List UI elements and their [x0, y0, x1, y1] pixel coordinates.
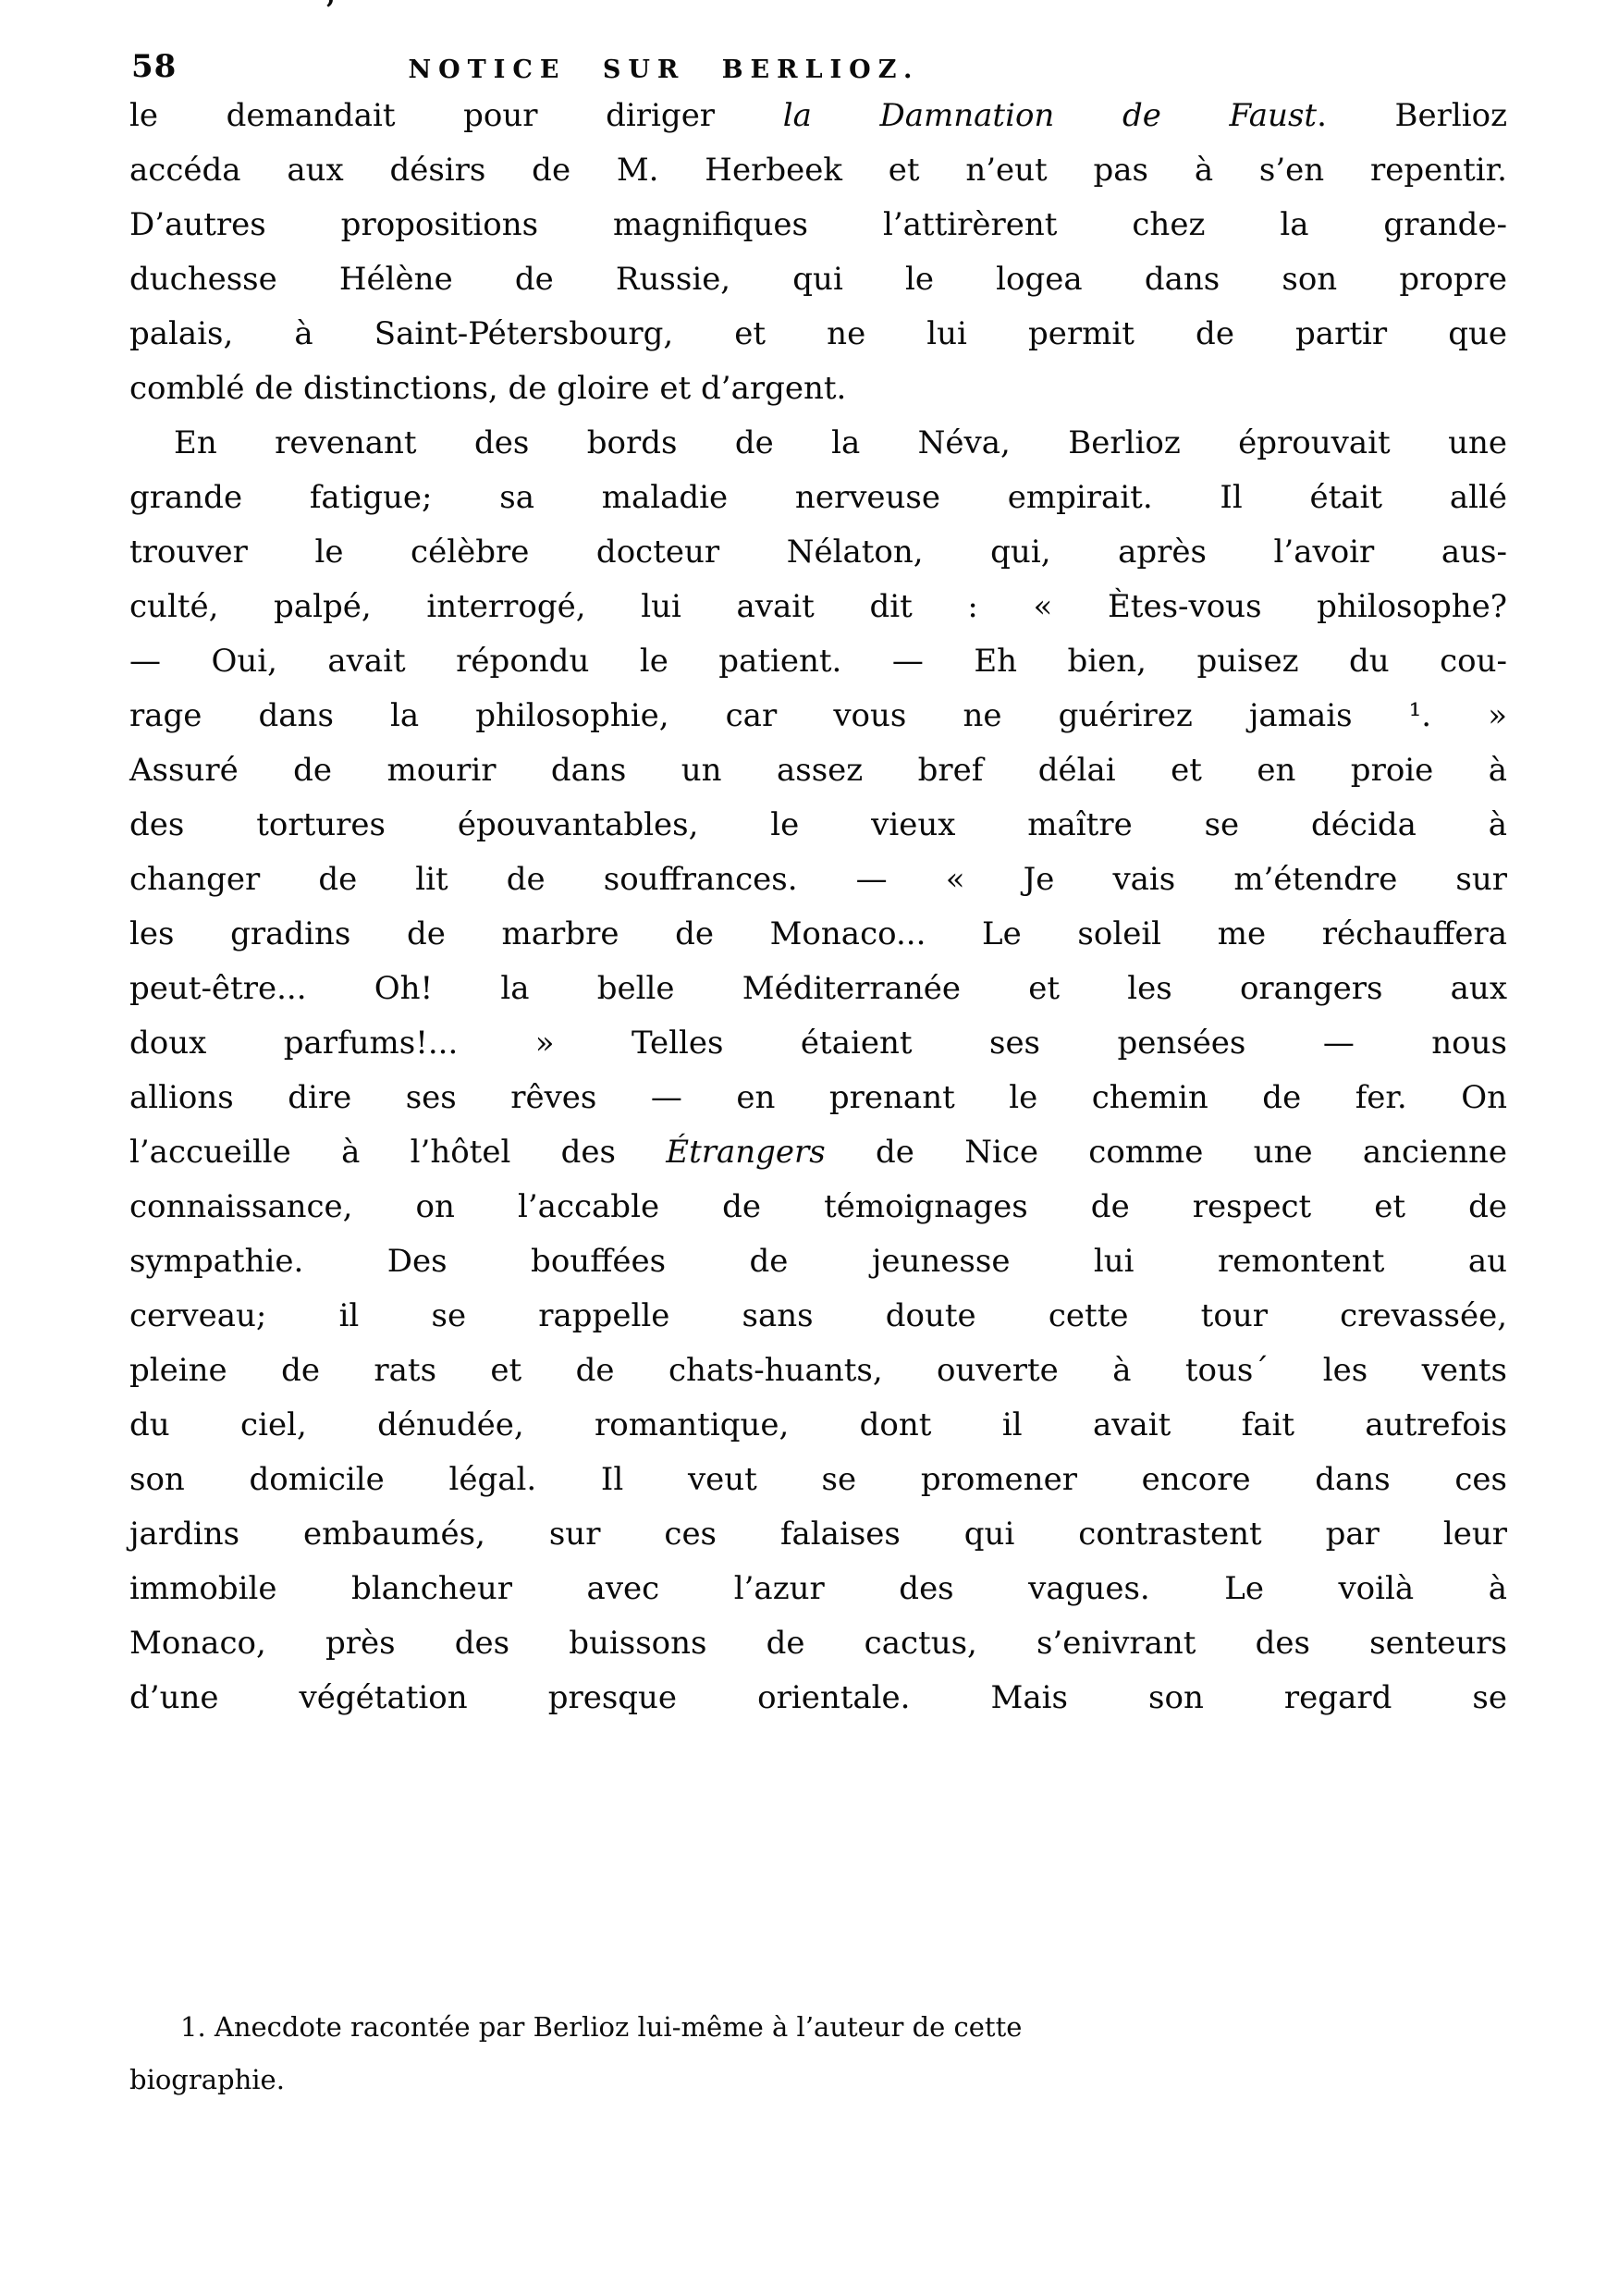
text-line: du ciel, dénudée, romantique, dont il avait fait autrefois	[129, 1406, 1507, 1443]
text-line: culté, palpé, interrogé, lui avait dit : « Ètes-vous philosophe?	[129, 588, 1507, 625]
text-line: immobile blancheur avec l’azur des vagues. Le voilà à	[129, 1570, 1507, 1607]
running-title: NOTICE SUR BERLIOZ.	[408, 55, 920, 84]
text-line: palais, à Saint-Pétersbourg, et ne lui permit de partir que	[129, 315, 1507, 352]
text-line: Assuré de mourir dans un assez bref délai et en proie à	[129, 752, 1507, 789]
text-line: l’accueille à l’hôtel des Étrangers de Nice comme une ancienne	[129, 1134, 1507, 1171]
ink-speck: ’	[325, 0, 336, 27]
text-line: jardins embaumés, sur ces falaises qui contrastent par leur	[129, 1516, 1507, 1553]
text-line: duchesse Hélène de Russie, qui le logea dans son propre	[129, 261, 1507, 298]
text-line: allions dire ses rêves — en prenant le chemin de fer. On	[129, 1079, 1507, 1116]
body-text	[129, 89, 1507, 1725]
text-line: accéda aux désirs de M. Herbeek et n’eut pas à s’en repentir.	[129, 152, 1507, 189]
text-line: En revenant des bords de la Néva, Berlioz éprouvait une	[174, 424, 1507, 461]
text-line: D’autres propositions magnifiques l’attirèrent chez la grande-	[129, 206, 1507, 243]
text-line: des tortures épouvantables, le vieux maître se décida à	[129, 806, 1507, 843]
footnote	[129, 2001, 1507, 2106]
footnote-line: biographie.	[129, 2064, 285, 2095]
text-line: connaissance, on l’accable de témoignages de respect et de	[129, 1188, 1507, 1225]
text-line: d’une végétation presque orientale. Mais son regard se	[129, 1679, 1507, 1716]
text-line: peut-être... Oh! la belle Méditerranée et les orangers aux	[129, 970, 1507, 1007]
text-line: son domicile légal. Il veut se promener encore dans ces	[129, 1461, 1507, 1498]
text-line: grande fatigue; sa maladie nerveuse empirait. Il était allé	[129, 479, 1507, 516]
text-line: changer de lit de souffrances. — « Je vais m’étendre sur	[129, 861, 1507, 898]
text-line: Monaco, près des buissons de cactus, s’enivrant des senteurs	[129, 1625, 1507, 1662]
text-line: cerveau; il se rappelle sans doute cette tour crevassée,	[129, 1297, 1507, 1334]
text-line: — Oui, avait répondu le patient. — Eh bien, puisez du cou-	[129, 643, 1507, 680]
text-line: le demandait pour diriger la Damnation de Faust. Berlioz	[129, 97, 1507, 134]
text-line: doux parfums!... » Telles étaient ses pensées — nous	[129, 1025, 1507, 1062]
footnote-line: 1. Anecdote racontée par Berlioz lui-même à l’auteur de cette	[180, 2011, 1023, 2043]
text-line: les gradins de marbre de Monaco... Le soleil me réchauffera	[129, 915, 1507, 952]
text-line: comblé de distinctions, de gloire et d’argent.	[129, 370, 847, 407]
text-line: sympathie. Des bouffées de jeunesse lui remontent au	[129, 1243, 1507, 1280]
text-line: trouver le célèbre docteur Nélaton, qui, après l’avoir aus-	[129, 534, 1507, 571]
page-number: 58	[131, 48, 178, 85]
text-line: rage dans la philosophie, car vous ne guérirez jamais ¹. »	[129, 697, 1507, 734]
text-line: pleine de rats et de chats-huants, ouverte à tous´ les vents	[129, 1352, 1507, 1389]
